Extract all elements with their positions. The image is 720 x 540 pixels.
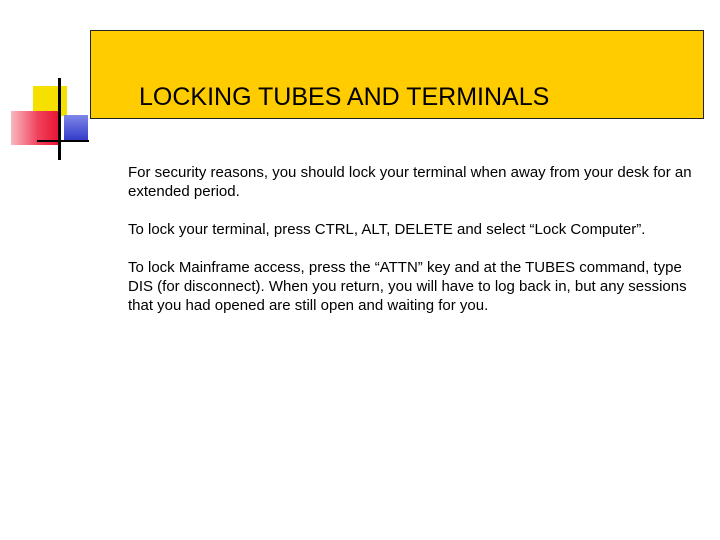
slide-title: LOCKING TUBES AND TERMINALS: [139, 83, 550, 111]
paragraph-security: For security reasons, you should lock your terminal when away from your desk for an extended period.: [128, 164, 692, 200]
blue-square-decoration: [64, 115, 88, 141]
title-bar: [90, 30, 704, 119]
paragraph-lock-terminal: To lock your terminal, press CTRL, ALT, DELETE and select “Lock Computer”.: [128, 221, 646, 238]
paragraph-lock-mainframe: To lock Mainframe access, press the “ATTN” key and at the TUBES command, type DIS (for disconnect). When you return, you will have to log back in, but any sessions that you had opened are still open and waiting for you.: [128, 259, 687, 314]
slide-body: [128, 163, 698, 334]
vertical-line-decoration: [58, 78, 61, 160]
horizontal-line-decoration: [37, 140, 89, 142]
